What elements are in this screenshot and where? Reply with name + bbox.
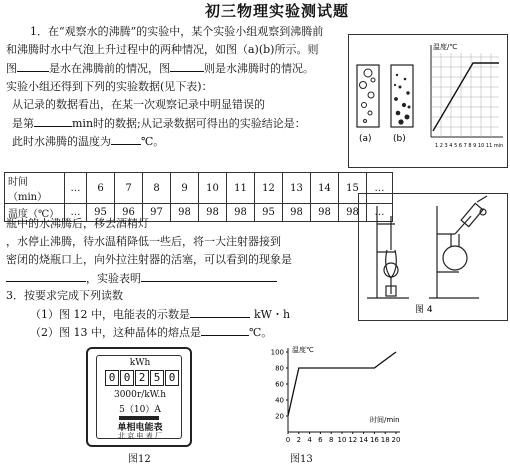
x-tick-label: 8 <box>328 436 334 444</box>
temp-cell: 98 <box>311 204 339 222</box>
x-tick-label: 10 <box>337 436 347 444</box>
meter-digit: 0 <box>120 370 134 386</box>
x-tick-label: 20 <box>391 436 401 444</box>
x-tick-label: 4 <box>307 436 312 444</box>
q1-line5: 从记录的数据看出，在某一次观察记录中明显错误的 <box>12 98 265 111</box>
beaker-b <box>391 65 413 127</box>
electric-meter <box>86 347 192 447</box>
q2-line2: ，水停止沸腾，待水温稍降低一些后，将一大注射器接到 <box>6 235 281 248</box>
time-cell: … <box>367 173 393 204</box>
temp-cell: 98 <box>339 204 367 222</box>
temp-cell: 98 <box>283 204 311 222</box>
x-tick-label: 14 <box>359 436 369 444</box>
q1-line1: 1．在“观察水的沸腾”的实验中，某个实验小组观察到沸腾前 <box>30 25 324 38</box>
figure-4-apparatus <box>358 193 508 321</box>
x-tick-label: 16 <box>369 436 379 444</box>
answer-blank-minute[interactable] <box>34 116 72 127</box>
answer-blank-phenomenon[interactable] <box>6 271 86 282</box>
time-cell: 10 <box>199 173 227 204</box>
time-cell: 11 <box>227 173 255 204</box>
time-cell: 9 <box>171 173 199 204</box>
y-tick-label: 80 <box>275 364 284 373</box>
q2-line3: 密闭的烧瓶口上，向外拉注射器的活塞，可以看到的现象是 <box>6 253 292 266</box>
data-table <box>4 172 393 222</box>
q2-line1: 瓶中的水沸腾后，移去酒精灯 <box>6 217 149 230</box>
time-cell: 8 <box>143 173 171 204</box>
x-tick-label: 2 <box>296 436 302 444</box>
x-tick-label: 6 <box>318 436 323 444</box>
graph-bottom-ticks: 1 2 3 4 5 6 7 8 9 10 11 min <box>435 143 504 149</box>
temp-cell: 98 <box>199 204 227 222</box>
figure-13-caption: 图13 <box>290 454 313 464</box>
q3-heading: 3．按要求完成下列读数 <box>6 289 123 302</box>
chart-ylabel: 温度℃ <box>292 346 314 354</box>
melting-chart <box>236 342 404 446</box>
time-cell: 6 <box>87 173 115 204</box>
meter-rating-current: 5（10）A <box>119 405 161 415</box>
q1-line2: 和沸腾时水中气泡上升过程中的两种情况，如图（a)(b)所示。则 <box>6 43 319 56</box>
answer-blank-meter-reading[interactable] <box>190 307 250 318</box>
x-tick-label: 0 <box>285 436 291 444</box>
figure-12-caption: 图12 <box>128 454 151 464</box>
answer-blank-boiling-temp[interactable] <box>111 134 141 145</box>
label-a: (a) <box>359 134 372 144</box>
page-title: 初三物理实验测试题 <box>205 2 350 20</box>
x-tick-label: 18 <box>380 436 390 444</box>
time-cell: 12 <box>255 173 283 204</box>
time-cell: … <box>65 173 87 204</box>
y-tick-label: 20 <box>275 412 284 421</box>
meter-name: 单相电能表 <box>117 423 163 433</box>
x-tick-label: 12 <box>348 436 358 444</box>
graph-axis-label: 温度/℃ <box>433 43 458 51</box>
meter-digit: 0 <box>105 370 119 386</box>
q2-line4: ，实验表明 <box>6 271 277 286</box>
time-cell: 7 <box>115 173 143 204</box>
chart-xlabel: 时间/min <box>370 416 400 424</box>
temp-cell: 98 <box>227 204 255 222</box>
label-b: (b) <box>393 134 406 144</box>
bubbles-b <box>394 74 411 125</box>
flask-left <box>386 216 397 278</box>
temp-cell: 96 <box>115 204 143 222</box>
meter-maker: 北 京 电 表 厂 <box>118 432 162 440</box>
temp-cell: … <box>65 204 87 222</box>
y-tick-label: 40 <box>275 396 284 405</box>
time-cell: 14 <box>311 173 339 204</box>
row-label-temp: 温度（℃） <box>5 204 65 222</box>
meter-rating-rev: 3000r/kW.h <box>113 390 167 400</box>
q1-line4: 实验小组还得到下列的实验数据(见下表)： <box>6 80 213 93</box>
time-cell: 15 <box>339 173 367 204</box>
answer-blank-a[interactable] <box>17 61 49 72</box>
temperature-graph <box>431 42 503 149</box>
flask-right <box>443 246 467 270</box>
y-tick-label: 60 <box>275 380 284 389</box>
answer-blank-b[interactable] <box>170 61 204 72</box>
temp-cell: 97 <box>143 204 171 222</box>
answer-blank-melting-point[interactable] <box>201 325 249 336</box>
figure-bubbles-graph <box>348 34 508 168</box>
figure-4-label: 图 4 <box>415 305 433 315</box>
meter-unit: kWh <box>129 358 151 368</box>
q3-item2: （2）图 13 中，这种晶体的熔点是 ℃。 <box>30 326 273 339</box>
temp-cell: 98 <box>171 204 199 222</box>
temp-cell: 95 <box>87 204 115 222</box>
q1-line3: 图 是水在沸腾前的情况，图 则是水沸腾时的情况。 <box>6 62 314 75</box>
temp-cell: 95 <box>255 204 283 222</box>
q1-line7: 此时水沸腾的温度为 ℃。 <box>12 135 165 148</box>
y-tick-label: 100 <box>270 348 284 357</box>
meter-digit: 0 <box>165 370 179 386</box>
answer-blank-conclusion[interactable] <box>141 271 277 282</box>
meter-digit: 2 <box>135 370 149 386</box>
meter-digit: 5 <box>150 370 164 386</box>
q3-item1: （1）图 12 中，电能表的示数是 kW・h <box>30 308 291 321</box>
meter-digits <box>105 370 180 386</box>
chart-series-line <box>288 352 396 416</box>
bubbles-a <box>360 69 376 123</box>
temp-cell: … <box>367 204 393 222</box>
time-cell: 13 <box>283 173 311 204</box>
q1-line6: 是第 min时的数据;从记录数据可得出的实验结论是： <box>12 117 306 130</box>
row-label-time: 时间（min） <box>5 173 65 204</box>
table-row <box>5 173 393 204</box>
